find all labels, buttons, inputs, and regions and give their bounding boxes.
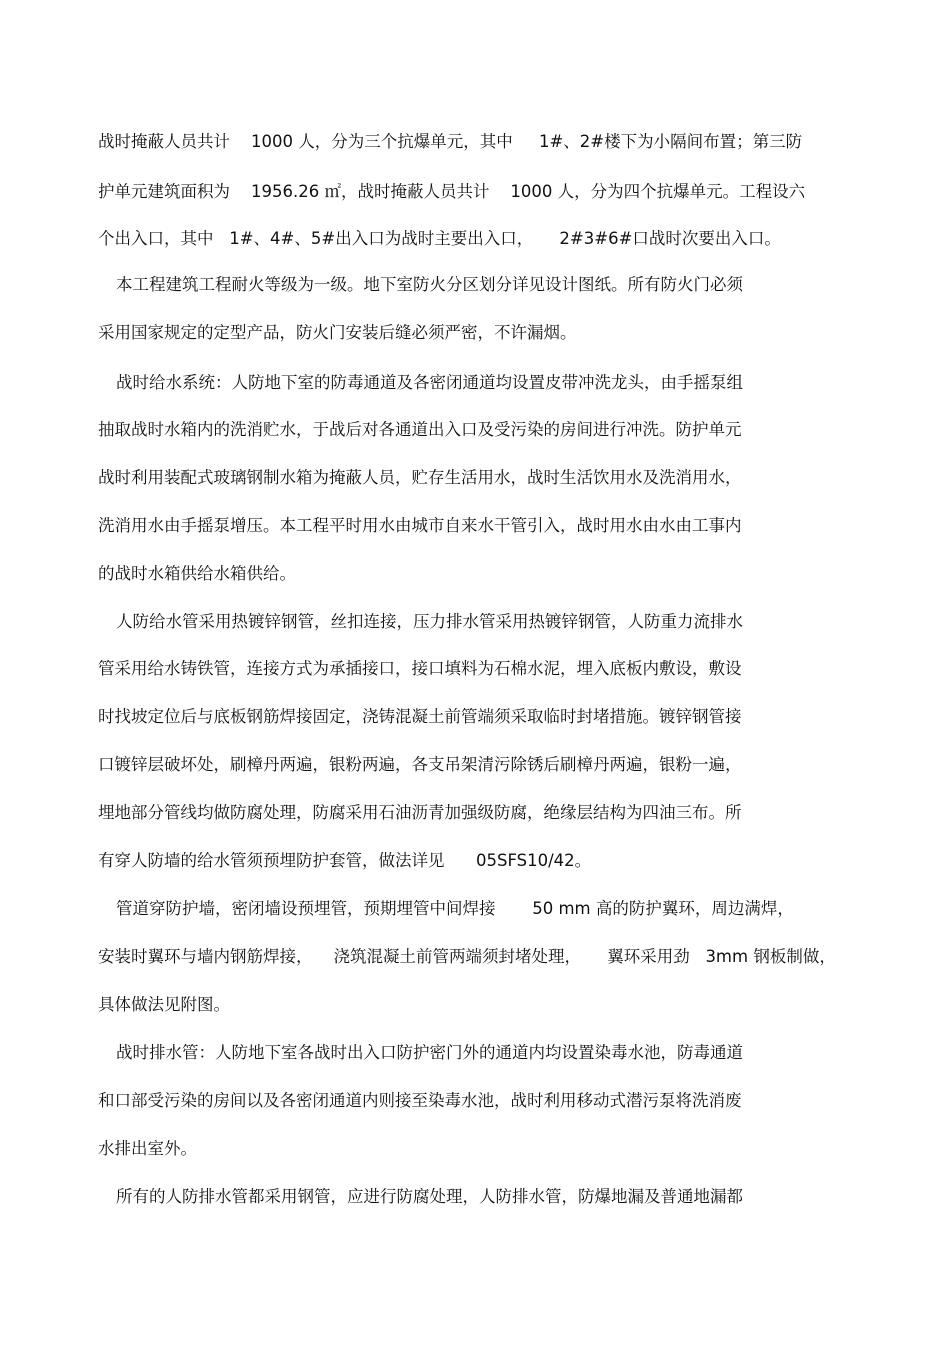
- text-line: 安装时翼环与墙内钢筋焊接， 浇筑混凝土前管两端须封堵处理， 翼环采用劲 3mm 钢板制做，: [98, 947, 836, 966]
- paragraph-first-line: 战时给水系统：人防地下室的防毒通道及各密闭通道均设置皮带冲洗龙头，由手摇泵组: [116, 373, 743, 392]
- text-line: 护单元建筑面积为 1956.26 ㎡，战时掩蔽人员共计 1000 人，分为四个抗爆单元。工程设六: [98, 182, 806, 201]
- text-line: 具体做法见附图。: [98, 995, 230, 1014]
- paragraph-first-line: 管道穿防护墙，密闭墙设预埋管，预期埋管中间焊接 50 mm 高的防护翼环，周边满焊，: [116, 899, 794, 918]
- text-line: 洗消用水由手摇泵增压。本工程平时用水由城市自来水干管引入，战时用水由水由工事内: [98, 516, 742, 535]
- text-line: 时找坡定位后与底板钢筋焊接固定，浇铸混凝土前管端须采取临时封堵措施。镀锌钢管接: [98, 707, 742, 726]
- text-line: 个出入口，其中 1#、4#、5#出入口为战时主要出入口， 2#3#6#口战时次要出入口。: [98, 229, 781, 248]
- text-line: 有穿人防墙的给水管须预埋防护套管，做法详见 05SFS10/42。: [98, 851, 592, 870]
- text-line: 水排出室外。: [98, 1139, 197, 1158]
- text-line: 战时利用装配式玻璃钢制水箱为掩蔽人员，贮存生活用水，战时生活饮用水及洗消用水，: [98, 468, 742, 487]
- text-line: 战时掩蔽人员共计 1000 人，分为三个抗爆单元，其中 1#、2#楼下为小隔间布置；第三防: [98, 132, 803, 151]
- text-line: 采用国家规定的定型产品，防火门安装后缝必须严密，不许漏烟。: [98, 323, 577, 342]
- paragraph-first-line: 战时排水管：人防地下室各战时出入口防护密门外的通道内均设置染毒水池，防毒通道: [116, 1043, 743, 1062]
- text-line: 抽取战时水箱内的洗消贮水，于战后对各通道出入口及受污染的房间进行冲洗。防护单元: [98, 420, 742, 439]
- text-line: 埋地部分管线均做防腐处理，防腐采用石油沥青加强级防腐，绝缘层结构为四油三布。所: [98, 803, 742, 822]
- paragraph-first-line: 人防给水管采用热镀锌钢管，丝扣连接，压力排水管采用热镀锌钢管，人防重力流排水: [116, 612, 743, 631]
- text-line: 口镀锌层破坏处，刷樟丹两遍，银粉两遍，各支吊架清污除锈后刷樟丹两遍，银粉一遍，: [98, 755, 742, 774]
- text-line: 和口部受污染的房间以及各密闭通道内则接至染毒水池，战时利用移动式潜污泵将洗消废: [98, 1091, 742, 1110]
- text-line: 管采用给水铸铁管，连接方式为承插接口，接口填料为石棉水泥，埋入底板内敷设，敷设: [98, 659, 742, 678]
- text-line: 的战时水箱供给水箱供给。: [98, 564, 296, 583]
- paragraph-first-line: 所有的人防排水管都采用钢管，应进行防腐处理，人防排水管，防爆地漏及普通地漏都: [116, 1187, 743, 1206]
- paragraph-first-line: 本工程建筑工程耐火等级为一级。地下室防火分区划分详见设计图纸。所有防火门必须: [116, 275, 743, 294]
